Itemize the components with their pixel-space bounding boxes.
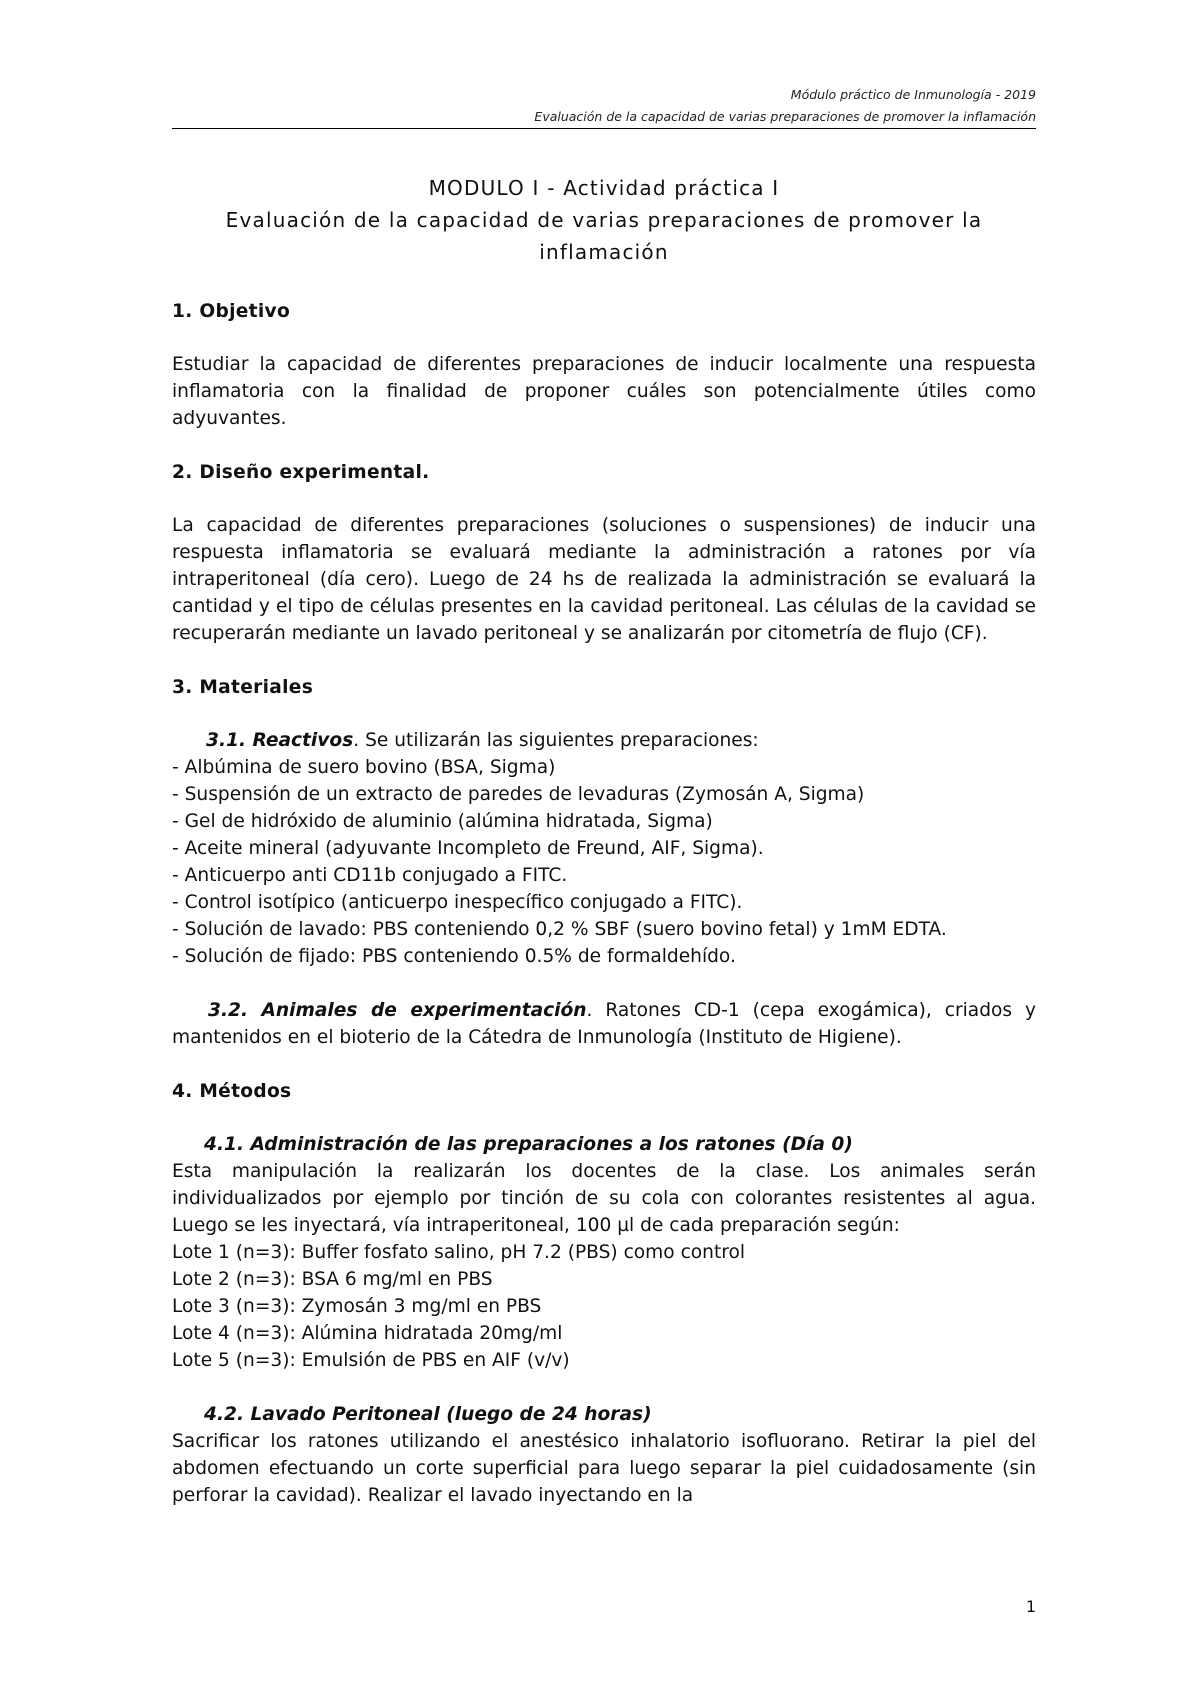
list-item: - Solución de fijado: PBS conteniendo 0.5% de formaldehído. bbox=[172, 946, 736, 967]
section-paragraph: Estudiar la capacidad de diferentes preparaciones de inducir localmente una respuesta inflamatoria con la finalidad de proponer cuáles son potencialmente útiles como adyuvantes. bbox=[172, 354, 1036, 429]
subsection-lavado-text: Sacrificar los ratones utilizando el anestésico inhalatorio isofluorano. Retirar la piel del abdomen efectuando un corte superficial para luego separar la piel cuidadosamente (sin perforar la cavidad). Realizar el lavado inyectando en la bbox=[172, 1431, 1036, 1506]
subsection-reactivos bbox=[172, 727, 1036, 754]
section-materiales bbox=[172, 674, 1036, 1051]
section-diseno-experimental bbox=[172, 459, 1036, 647]
lotes-list bbox=[172, 1239, 1036, 1374]
subsection-intro: . Se utilizarán las siguientes preparaciones: bbox=[353, 730, 759, 751]
list-item: Lote 5 (n=3): Emulsión de PBS en AIF (v/v) bbox=[172, 1350, 570, 1371]
section-paragraph: La capacidad de diferentes preparaciones (soluciones o suspensiones) de inducir una respuesta inflamatoria se evaluará mediante la administración a ratones por vía intraperitoneal (día cero). Luego de 24 hs de realizada la administración se evaluará la cantidad y el tipo de células presentes en la cavidad peritoneal. Las células de la cavidad se recuperarán mediante un lavado peritoneal y se analizarán por citometría de flujo (CF). bbox=[172, 515, 1036, 644]
list-item: - Suspensión de un extracto de paredes de levaduras (Zymosán A, Sigma) bbox=[172, 784, 865, 805]
list-item: - Anticuerpo anti CD11b conjugado a FITC. bbox=[172, 865, 568, 886]
running-header-course: Módulo práctico de Inmunología - 2019 bbox=[790, 87, 1036, 102]
subsection-text: . Ratones CD-1 (cepa exogámica), criados y mantenidos en el bioterio de la Cátedra de Inmunología (Instituto de Higiene). bbox=[172, 1000, 1036, 1048]
section-heading: 4. Métodos bbox=[172, 1081, 292, 1102]
subsection-lavado-title bbox=[172, 1401, 1036, 1428]
subsection-title: 3.2. Animales de experimentación bbox=[208, 1000, 587, 1021]
running-header-topic: Evaluación de la capacidad de varias preparaciones de promover la inflamación bbox=[534, 109, 1036, 124]
reactivos-list bbox=[172, 754, 1036, 970]
list-item: - Albúmina de suero bovino (BSA, Sigma) bbox=[172, 757, 556, 778]
header-divider bbox=[172, 128, 1036, 129]
list-item: - Control isotípico (anticuerpo inespecífico conjugado a FITC). bbox=[172, 892, 743, 913]
subsection-title: 4.1. Administración de las preparaciones a los ratones (Día 0) bbox=[204, 1134, 853, 1155]
subsection-animales bbox=[172, 997, 1036, 1051]
document-body bbox=[172, 172, 1036, 1536]
title-module-line: MODULO I - Actividad práctica I bbox=[428, 176, 780, 200]
list-item: Lote 2 (n=3): BSA 6 mg/ml en PBS bbox=[172, 1269, 493, 1290]
list-item: - Gel de hidróxido de aluminio (alúmina hidratada, Sigma) bbox=[172, 811, 713, 832]
list-item: - Aceite mineral (adyuvante Incompleto de Freund, AIF, Sigma). bbox=[172, 838, 764, 859]
list-item: Lote 4 (n=3): Alúmina hidratada 20mg/ml bbox=[172, 1323, 563, 1344]
list-item: Lote 1 (n=3): Buffer fosfato salino, pH 7.2 (PBS) como control bbox=[172, 1242, 746, 1263]
running-header bbox=[172, 84, 1036, 128]
section-heading: 3. Materiales bbox=[172, 677, 314, 698]
section-objetivo bbox=[172, 298, 1036, 432]
page-number: 1 bbox=[1025, 1597, 1036, 1616]
list-item: - Solución de lavado: PBS conteniendo 0,2 % SBF (suero bovino fetal) y 1mM EDTA. bbox=[172, 919, 947, 940]
subsection-title: 4.2. Lavado Peritoneal (luego de 24 horas) bbox=[204, 1404, 652, 1425]
section-heading: 1. Objetivo bbox=[172, 301, 291, 322]
subsection-title: 3.1. Reactivos bbox=[206, 730, 354, 751]
section-heading: 2. Diseño experimental. bbox=[172, 462, 430, 483]
subsection-administracion-title bbox=[172, 1131, 1036, 1158]
title-subject-line: Evaluación de la capacidad de varias preparaciones de promover la inflamación bbox=[225, 208, 983, 264]
list-item: Lote 3 (n=3): Zymosán 3 mg/ml en PBS bbox=[172, 1296, 542, 1317]
section-metodos bbox=[172, 1078, 1036, 1509]
document-title bbox=[172, 172, 1036, 268]
subsection-administracion-text: Esta manipulación la realizarán los docentes de la clase. Los animales serán individualizados por ejemplo por tinción de su cola con colorantes resistentes al agua. Luego se les inyectará, vía intraperitoneal, 100 µl de cada preparación según: bbox=[172, 1161, 1036, 1236]
